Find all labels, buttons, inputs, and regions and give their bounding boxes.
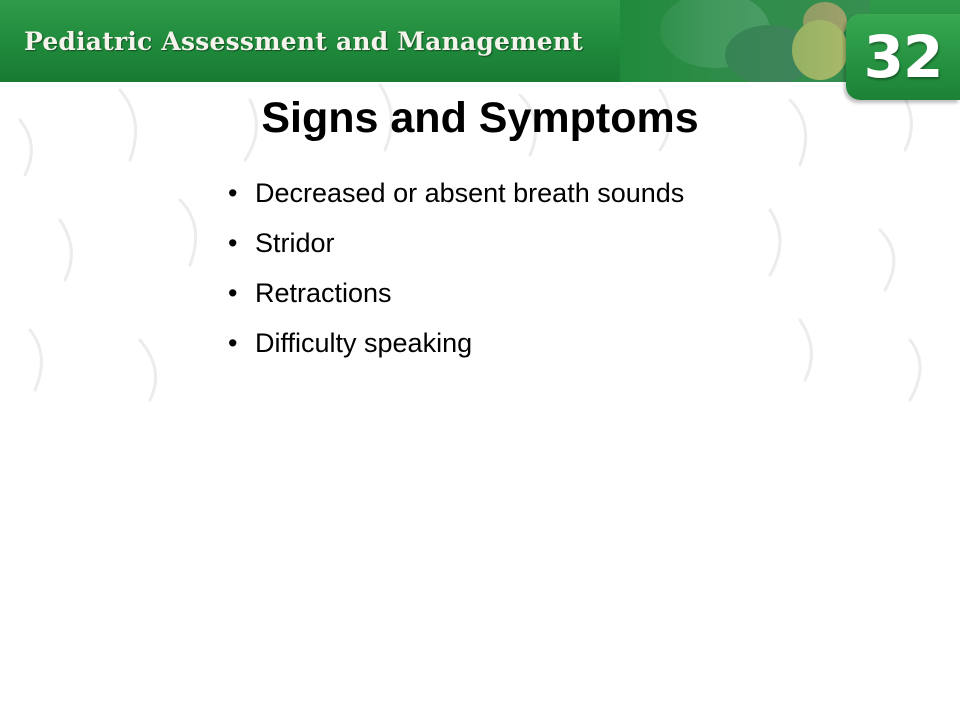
chapter-tab — [846, 14, 960, 100]
list-item — [228, 174, 688, 212]
bullet-text: Difficulty speaking — [255, 328, 473, 358]
list-item — [228, 274, 688, 312]
chapter-number: 32 — [863, 23, 943, 91]
list-item — [228, 224, 688, 262]
list-item — [228, 324, 688, 362]
bullet-text: Stridor — [255, 228, 335, 258]
bullet-icon: • — [228, 278, 238, 308]
header-photo — [620, 0, 870, 82]
bullet-text: Decreased or absent breath sounds — [255, 178, 685, 208]
bullet-icon: • — [228, 228, 238, 258]
bullet-icon: • — [228, 178, 238, 208]
slide-title: Signs and Symptoms — [261, 94, 699, 142]
header-title: Pediatric Assessment and Management — [24, 27, 584, 56]
bullet-list — [228, 174, 688, 374]
bullet-text: Retractions — [255, 278, 392, 308]
bullet-icon: • — [228, 328, 238, 358]
header-banner — [0, 0, 960, 82]
